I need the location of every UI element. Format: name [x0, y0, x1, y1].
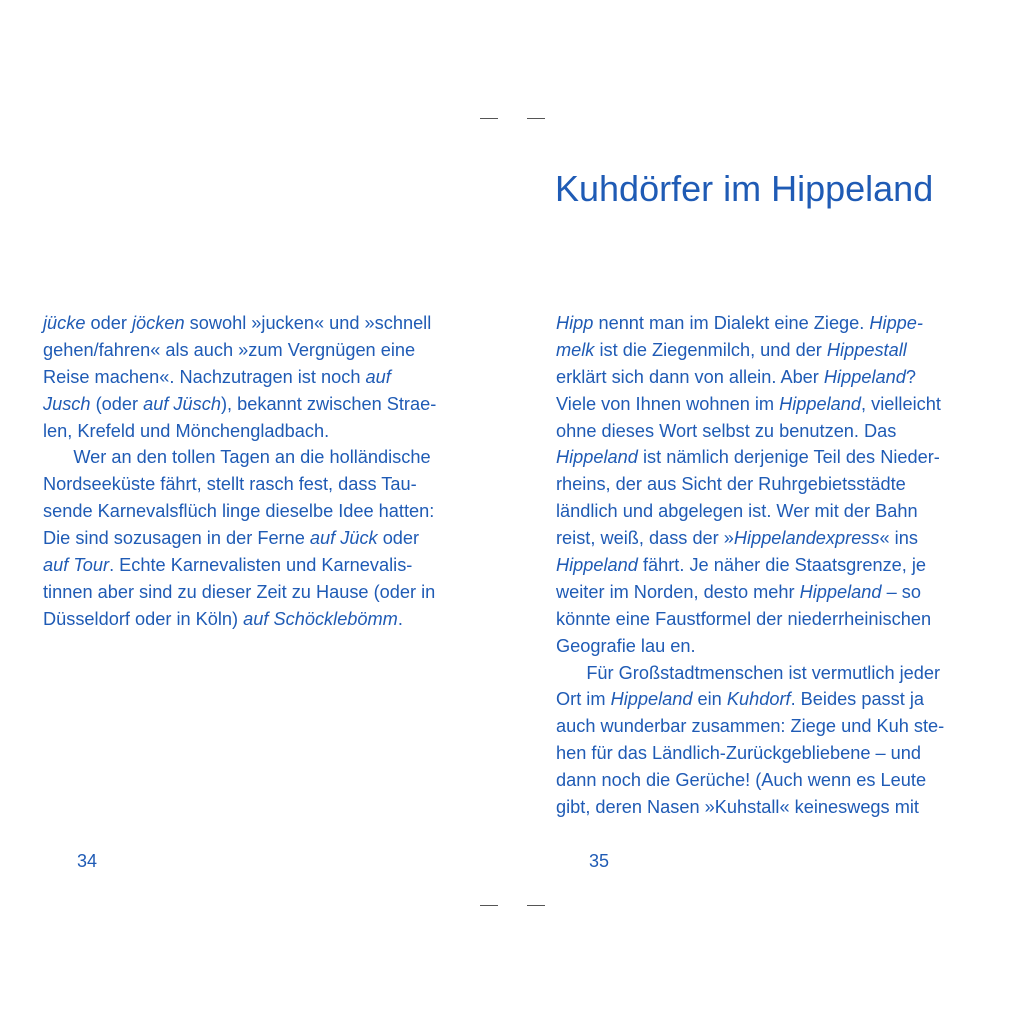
text-line	[556, 552, 996, 579]
text-line	[556, 418, 996, 445]
italic-term: auf Schöcklebömm	[243, 608, 398, 629]
text-run: Für Großstadtmenschen ist vermutlich jeder	[556, 662, 941, 683]
text-run: ein	[692, 689, 727, 710]
italic-term: Hippeland	[556, 555, 638, 576]
bottom-left-crop-mark	[480, 905, 498, 906]
text-run: könnte eine Faustformel der niederrheinischen	[556, 608, 932, 629]
italic-term: jöcken	[131, 313, 185, 333]
right-page-number: 35	[589, 851, 610, 871]
text-run: ist die Ziegenmilch, und der	[594, 339, 827, 360]
text-run: reist, weiß, dass der »	[556, 528, 734, 549]
text-run: . Beides passt ja	[790, 689, 925, 710]
text-line	[43, 364, 483, 391]
chapter-title: Kuhdörfer im Hippeland	[555, 168, 934, 209]
text-line	[556, 525, 996, 552]
text-run: gibt, deren Nasen »Kuhstall« keineswegs mit	[556, 797, 919, 818]
text-run: – so	[881, 581, 921, 602]
text-line	[556, 310, 996, 337]
text-run: « ins	[879, 528, 918, 549]
text-line	[43, 444, 483, 471]
text-line	[43, 552, 483, 579]
italic-term: auf Jüsch	[143, 393, 221, 414]
text-line	[556, 633, 996, 660]
italic-term: Hippeland	[823, 366, 906, 387]
text-run: , vielleicht	[861, 393, 941, 414]
text-run: len, Krefeld und Mönchengladbach.	[43, 420, 330, 441]
text-run: Geografie lau en.	[556, 635, 696, 656]
text-run: ?	[905, 366, 916, 387]
text-run: rheins, der aus Sicht der Ruhrgebietsstädte	[556, 474, 906, 495]
text-line	[556, 471, 996, 498]
text-run: fährt. Je näher die Staatsgrenze, je	[637, 555, 927, 576]
text-run: oder	[377, 528, 420, 549]
text-line	[556, 337, 996, 364]
text-run: oder	[85, 313, 132, 333]
text-run: Ort im	[556, 689, 611, 710]
text-run: gehen/fahren« als auch »zum Vergnügen eine	[43, 339, 416, 360]
top-right-crop-mark	[527, 118, 545, 119]
text-run: sowohl »jucken« und »schnell	[184, 313, 432, 333]
text-run: Die sind sozusagen in der Ferne	[43, 528, 310, 549]
left-page-number: 34	[77, 851, 98, 871]
text-run: nennt man im Dialekt eine Ziege.	[593, 313, 870, 333]
italic-term: Hippeland	[610, 689, 693, 710]
text-run: .	[397, 608, 403, 629]
italic-term: Hipp	[556, 313, 594, 333]
italic-term: Jusch	[43, 393, 91, 414]
text-run: ist nämlich derjenige Teil des Nieder-	[637, 447, 940, 468]
text-run: ohne dieses Wort selbst zu benutzen. Das	[556, 420, 897, 441]
text-line	[556, 713, 996, 740]
top-left-crop-mark	[480, 118, 498, 119]
text-run: Düsseldorf oder in Köln)	[43, 608, 244, 629]
italic-term: jücke	[43, 313, 86, 333]
text-line	[556, 579, 996, 606]
italic-term: auf	[365, 366, 391, 387]
text-line	[556, 660, 996, 687]
text-run: dann noch die Gerüche! (Auch wenn es Leute	[556, 770, 927, 791]
text-run: ländlich und abgelegen ist. Wer mit der Bahn	[556, 501, 918, 522]
text-run: hen für das Ländlich-Zurückgebliebene – und	[556, 743, 922, 764]
italic-term: Hippeland	[799, 581, 882, 602]
text-line	[556, 391, 996, 418]
left-page-body	[43, 310, 483, 633]
text-line	[556, 364, 996, 391]
text-run: (oder	[90, 393, 144, 414]
italic-term: Hippestall	[826, 339, 907, 360]
text-line	[556, 444, 996, 471]
italic-term: auf Tour	[43, 555, 110, 576]
italic-term: auf Jück	[309, 528, 378, 549]
text-run: . Echte Karnevalisten und Karnevalis-	[109, 555, 413, 576]
text-run: erklärt sich dann von allein. Aber	[556, 366, 824, 387]
text-run: Wer an den tollen Tagen an die holländische	[43, 447, 431, 468]
text-run: tinnen aber sind zu dieser Zeit zu Hause (oder in	[43, 581, 436, 602]
right-page-body	[556, 310, 996, 821]
text-line	[43, 337, 483, 364]
text-line	[43, 418, 483, 445]
text-line	[556, 794, 996, 821]
text-line	[43, 579, 483, 606]
text-run: ), bekannt zwischen Strae-	[220, 393, 437, 414]
italic-term: Hippe-	[869, 313, 923, 333]
italic-term: Kuhdorf	[726, 689, 791, 710]
text-run: sende Karnevalsflüch linge dieselbe Idee hatten:	[43, 501, 435, 522]
bottom-right-crop-mark	[527, 905, 545, 906]
text-line	[556, 498, 996, 525]
text-line	[43, 471, 483, 498]
text-line	[43, 310, 483, 337]
text-run: Nordseeküste fährt, stellt rasch fest, dass Tau-	[43, 474, 417, 495]
text-line	[556, 767, 996, 794]
text-run: auch wunderbar zusammen: Ziege und Kuh ste-	[556, 716, 945, 737]
text-run: Viele von Ihnen wohnen im	[556, 393, 780, 414]
text-line	[43, 498, 483, 525]
text-line	[556, 606, 996, 633]
text-line	[556, 686, 996, 713]
text-line	[556, 740, 996, 767]
italic-term: Hippeland	[779, 393, 862, 414]
text-run: Reise machen«. Nachzutragen ist noch	[43, 366, 366, 387]
italic-term: Hippelandexpress	[733, 528, 880, 549]
text-run: weiter im Norden, desto mehr	[556, 581, 800, 602]
text-line	[43, 525, 483, 552]
italic-term: melk	[556, 339, 595, 360]
italic-term: Hippeland	[556, 447, 638, 468]
text-line	[43, 606, 483, 633]
text-line	[43, 391, 483, 418]
